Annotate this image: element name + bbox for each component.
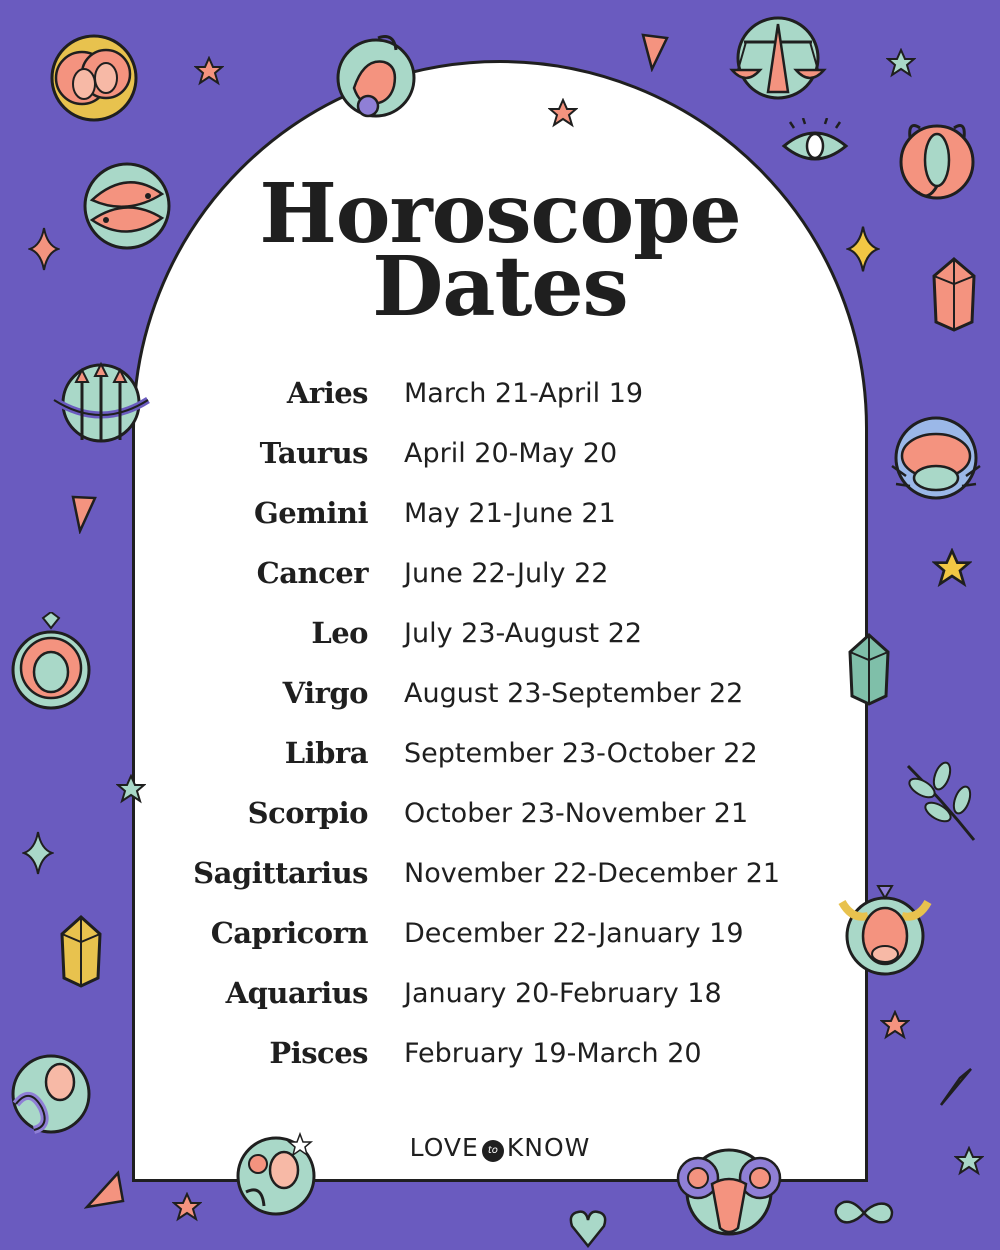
- brand-left: LOVE: [409, 1133, 479, 1162]
- brand-middle: to: [482, 1140, 504, 1162]
- sign-dates: June 22-July 22: [404, 558, 609, 589]
- sign-dates: May 21-June 21: [404, 498, 616, 529]
- title-line-1: Horoscope: [259, 166, 741, 262]
- sign-name: Pisces: [269, 1036, 368, 1070]
- triangle-icon: [70, 494, 98, 534]
- star-icon: [932, 548, 972, 588]
- heart-icon: [568, 1208, 608, 1248]
- sign-dates: August 23-September 22: [404, 678, 744, 709]
- sign-name: Capricorn: [210, 916, 368, 950]
- triangle-icon: [938, 1066, 974, 1108]
- sign-row-aquarius: [132, 970, 868, 1030]
- sign-dates: March 21-April 19: [404, 378, 644, 409]
- sign-row-cancer: [132, 550, 868, 610]
- brand-logo: [0, 1133, 1000, 1162]
- pisces-icon: [82, 160, 172, 252]
- sign-row-libra: [132, 730, 868, 790]
- cancer-icon: [888, 414, 984, 504]
- sign-dates: January 20-February 18: [404, 978, 722, 1009]
- sign-row-gemini: [132, 490, 868, 550]
- leaf-icon: [902, 760, 978, 844]
- sign-row-pisces: [132, 1030, 868, 1090]
- sign-row-leo: [132, 610, 868, 670]
- star-icon: [954, 1146, 984, 1176]
- sign-name: Virgo: [282, 676, 368, 710]
- sign-row-sagittarius: [132, 850, 868, 910]
- taurus-icon: [838, 880, 932, 976]
- sign-row-capricorn: [132, 910, 868, 970]
- crystal-icon: [930, 256, 978, 334]
- crystal-icon: [58, 914, 104, 990]
- sign-dates: October 23-November 21: [404, 798, 749, 829]
- eye-icon: [780, 118, 850, 174]
- star-icon: [172, 1192, 202, 1222]
- star-icon: [194, 56, 224, 86]
- leo-icon: [10, 612, 92, 712]
- star-icon: [886, 48, 916, 78]
- sign-dates: April 20-May 20: [404, 438, 618, 469]
- sign-name: Gemini: [253, 496, 368, 530]
- sparkle-icon: [28, 226, 60, 272]
- aries-icon: [674, 1144, 784, 1240]
- title-line-2: Dates: [372, 239, 628, 335]
- sign-row-virgo: [132, 670, 868, 730]
- sign-name: Libra: [284, 736, 368, 770]
- sign-name: Taurus: [259, 436, 368, 470]
- sign-dates: September 23-October 22: [404, 738, 758, 769]
- star-icon: [116, 774, 146, 804]
- aquarius-icon: [10, 1046, 92, 1140]
- gemini-icon: [46, 32, 142, 124]
- virgo-icon: [234, 1128, 318, 1218]
- sign-name: Leo: [311, 616, 368, 650]
- sign-dates: February 19-March 20: [404, 1038, 702, 1069]
- scorpio-icon: [898, 112, 976, 206]
- sparkle-icon: [22, 830, 54, 876]
- capricorn-icon: [334, 28, 418, 122]
- sign-row-aries: [132, 370, 868, 430]
- sign-dates: July 23-August 22: [404, 618, 643, 649]
- sign-dates: November 22-December 21: [404, 858, 781, 889]
- triangle-icon: [84, 1170, 126, 1210]
- sagittarius-icon: [48, 360, 154, 446]
- libra-icon: [728, 12, 828, 102]
- sign-row-taurus: [132, 430, 868, 490]
- sign-name: Scorpio: [247, 796, 368, 830]
- sign-name: Aries: [286, 376, 368, 410]
- infinity-icon: [832, 1198, 896, 1228]
- sparkle-icon: [846, 224, 880, 274]
- triangle-icon: [640, 32, 670, 72]
- crystal-icon: [846, 632, 892, 708]
- brand-right: KNOW: [506, 1133, 591, 1162]
- sign-name: Aquarius: [225, 976, 368, 1010]
- star-icon: [880, 1010, 910, 1040]
- star-icon: [548, 98, 578, 128]
- sign-dates: December 22-January 19: [404, 918, 744, 949]
- sign-name: Cancer: [256, 556, 368, 590]
- sign-row-scorpio: [132, 790, 868, 850]
- sign-name: Sagittarius: [193, 856, 368, 890]
